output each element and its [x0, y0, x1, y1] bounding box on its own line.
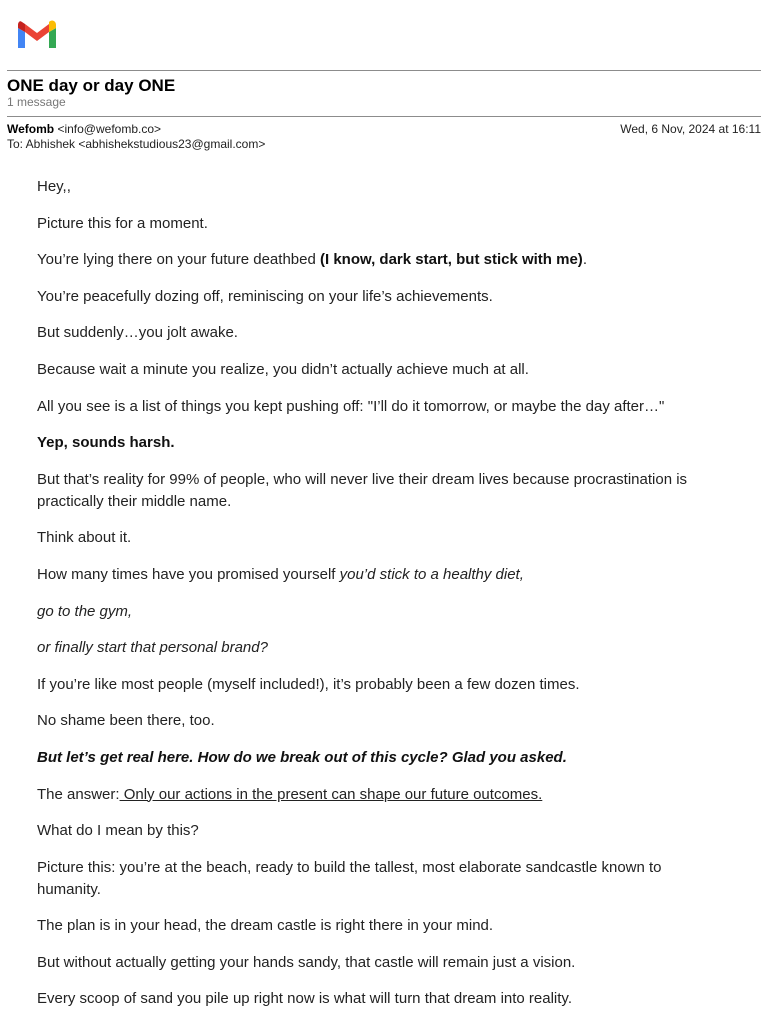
body-paragraph: or finally start that personal brand?: [37, 639, 268, 657]
email-body: [37, 176, 727, 1025]
bold-text: (I know, dark start, but stick with me): [319, 251, 583, 269]
body-paragraph: But that’s reality for 99% of people, who will never live their dream lives because procrastination is practically their middle name.: [37, 470, 688, 510]
gmail-logo-icon: [16, 18, 58, 50]
body-paragraph: If you’re like most people (myself included!), it’s probably been a few dozen times.: [37, 675, 580, 693]
sender-line: [7, 122, 161, 136]
body-text: You’re lying there on your future deathbed: [37, 251, 320, 269]
recipient-line: To: Abhishek <abhishekstudious23@gmail.com>: [7, 137, 266, 151]
body-text: .: [582, 251, 587, 269]
sender-name: Wefomb: [7, 122, 55, 136]
sender-email: <info@wefomb.co>: [57, 122, 162, 136]
sent-date: Wed, 6 Nov, 2024 at 16:11: [620, 122, 761, 136]
body-paragraph: Hey,,: [37, 178, 71, 195]
email-subject: ONE day or day ONE: [7, 76, 176, 95]
body-paragraph: Picture this for a moment.: [37, 214, 208, 232]
body-paragraph: What do I mean by this?: [37, 822, 199, 840]
body-paragraph: [37, 784, 727, 806]
message-count: 1 message: [7, 95, 66, 109]
body-paragraph: Picture this: you’re at the beach, ready to build the tallest, most elaborate sandcastle known to humanity.: [37, 858, 662, 898]
header-divider: [7, 70, 761, 71]
body-paragraph: No shame been there, too.: [37, 712, 215, 730]
italic-text: you’d stick to a healthy diet,: [339, 565, 524, 583]
body-paragraph: go to the gym,: [37, 602, 133, 620]
body-paragraph: Because wait a minute you realize, you didn’t actually achieve much at all.: [37, 360, 529, 378]
body-paragraph: Think about it.: [37, 529, 132, 547]
body-paragraph: But without actually getting your hands sandy, that castle will remain just a vision.: [37, 953, 576, 971]
body-paragraph: But suddenly…you jolt awake.: [37, 324, 238, 342]
underlined-text: Only our actions in the present can shape our future outcomes.: [119, 785, 543, 803]
body-paragraph: The plan is in your head, the dream castle is right there in your mind.: [37, 917, 494, 935]
body-text: How many times have you promised yourself: [37, 565, 340, 583]
body-paragraph: Yep, sounds harsh.: [37, 434, 175, 452]
body-paragraph: But let’s get real here. How do we break out of this cycle? Glad you asked.: [37, 748, 567, 766]
subject-divider: [7, 116, 761, 117]
body-text: The answer:: [37, 785, 120, 803]
body-paragraph: Every scoop of sand you pile up right now is what will turn that dream into reality.: [37, 990, 572, 1008]
body-paragraph: You’re peacefully dozing off, reminiscing on your life’s achievements.: [37, 287, 493, 305]
body-paragraph: [37, 249, 727, 271]
body-paragraph: All you see is a list of things you kept pushing off: "I’ll do it tomorrow, or maybe the day after…": [37, 397, 665, 415]
body-paragraph: [37, 564, 727, 586]
